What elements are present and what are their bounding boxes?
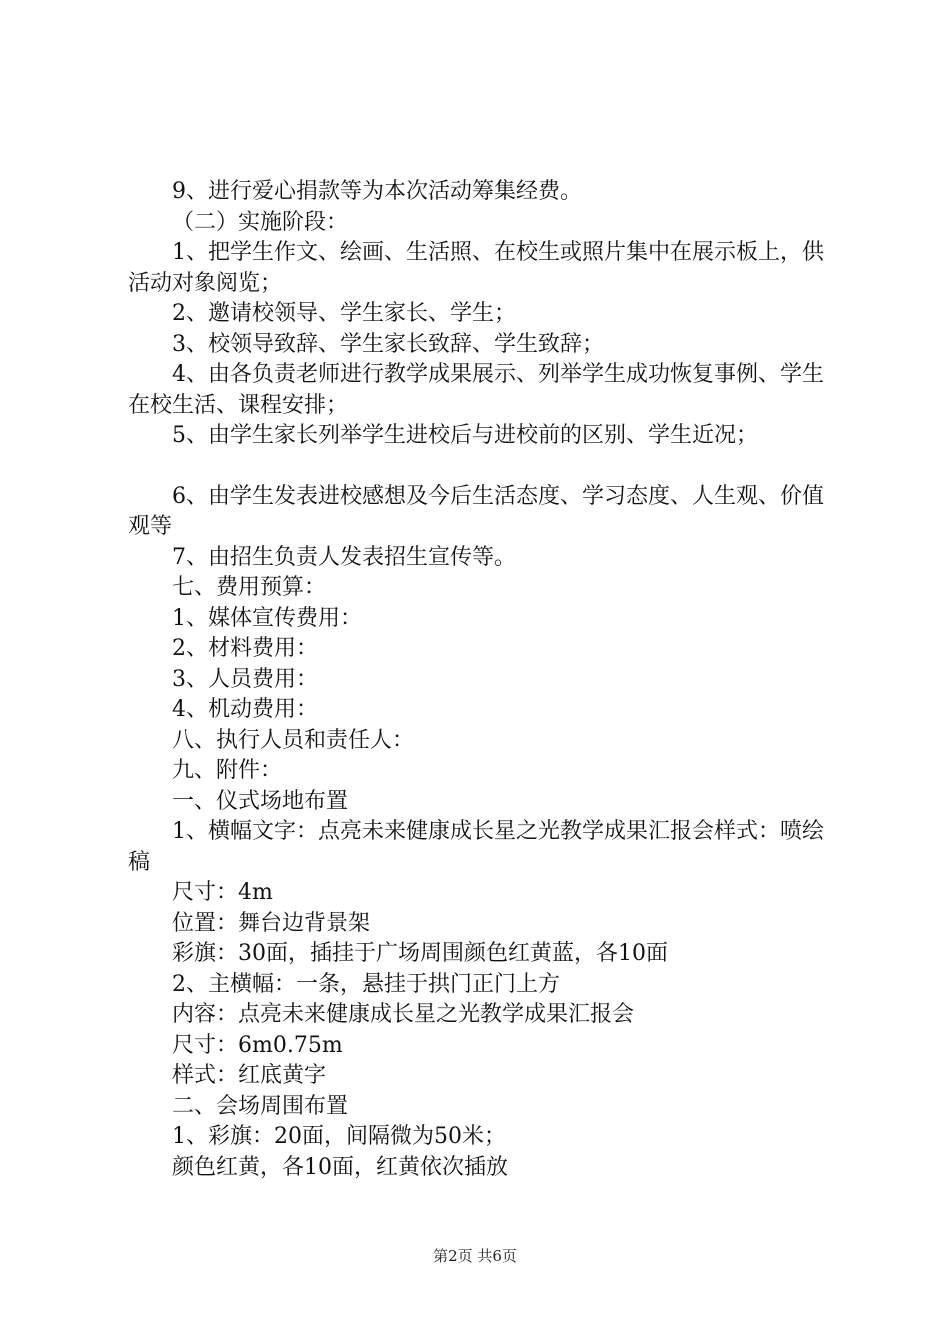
paragraph-21: 彩旗：30面，插挂于广场周围颜色红黄蓝，各10面 xyxy=(172,941,668,966)
paragraph-5: 3、校领导致辞、学生家长致辞、学生致辞； xyxy=(172,331,604,357)
paragraph-23: 内容：点亮未来健康成长星之光教学成果汇报会 xyxy=(172,1002,635,1027)
paragraph-11: 1、媒体宣传费用： xyxy=(172,605,362,631)
paragraph-9: 7、由招生负责人发表招生宣传等。 xyxy=(172,544,516,570)
paragraph-24: 尺寸：6m0.75m xyxy=(172,1032,343,1058)
paragraph-6: 4、由各负责老师进行教学成果展示、列举学生成功恢复事例、学生在校生活、课程安排； xyxy=(128,362,824,418)
paragraph-27: 1、彩旗：20面，间隔微为50米； xyxy=(172,1124,506,1149)
paragraph-26: 二、会场周围布置 xyxy=(172,1093,349,1119)
document-body xyxy=(128,177,828,1183)
paragraph-10: 七、费用预算： xyxy=(172,575,327,600)
paragraph-8: 6、由学生发表进校感想及今后生活态度、学习态度、人生观、价值观等 xyxy=(128,483,824,539)
paragraph-15: 八、执行人员和责任人： xyxy=(172,727,415,753)
paragraph-20: 位置：舞台边背景架 xyxy=(172,910,371,936)
paragraph-16: 九、附件： xyxy=(172,758,283,783)
paragraph-7: 5、由学生家长列举学生进校后与进校前的区别、学生近况； xyxy=(172,423,758,448)
paragraph-17: 一、仪式场地布置 xyxy=(172,788,349,814)
paragraph-28: 颜色红黄，各10面，红黄依次插放 xyxy=(172,1154,508,1180)
paragraph-1: 9、进行爱心捐款等为本次活动筹集经费。 xyxy=(172,179,582,204)
page-number-footer: 第2页 共6页 xyxy=(433,1247,517,1265)
paragraph-22: 2、主横幅：一条，悬挂于拱门正门上方 xyxy=(172,971,560,997)
paragraph-14: 4、机动费用： xyxy=(172,697,318,722)
paragraph-13: 3、人员费用： xyxy=(172,666,318,692)
paragraph-3: 1、把学生作文、绘画、生活照、在校生或照片集中在展示板上，供活动对象阅览； xyxy=(128,240,824,296)
paragraph-12: 2、材料费用： xyxy=(172,636,318,661)
paragraph-4: 2、邀请校领导、学生家长、学生； xyxy=(172,301,516,326)
paragraph-19: 尺寸：4m xyxy=(172,880,273,905)
paragraph-2: （二）实施阶段： xyxy=(172,209,349,235)
paragraph-18: 1、横幅文字：点亮未来健康成长星之光教学成果汇报会样式：喷绘稿 xyxy=(128,819,824,875)
paragraph-25: 样式：红底黄字 xyxy=(172,1063,327,1088)
